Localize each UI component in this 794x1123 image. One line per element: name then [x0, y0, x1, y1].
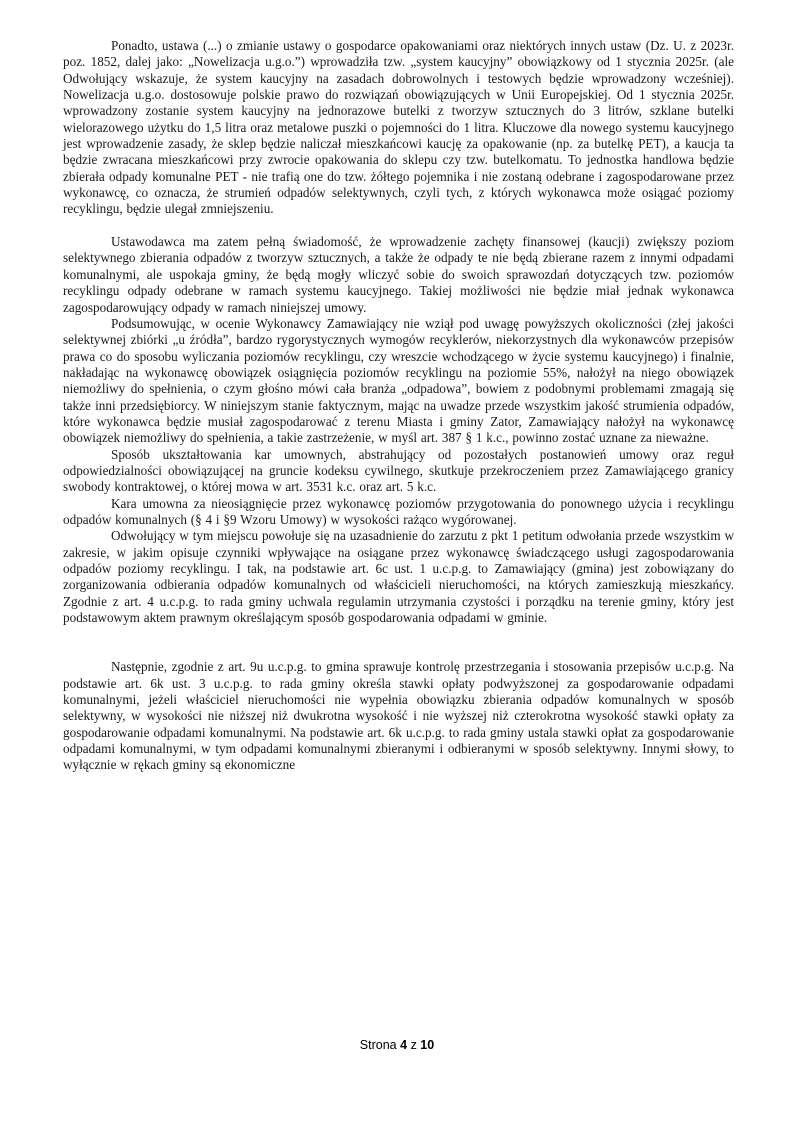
paragraph-6: Odwołujący w tym miejscu powołuje się na uzasadnienie do zarzutu z pkt 1 petitum odwołania przede wszystkim w zakresie, w jakim opisuje czynniki wpływające na osiągane przez wykonawcę świadczącego usługi zagospodarowania odpadów poziomy recyklingu. I tak, na podstawie art. 6c ust. 1 u.c.p.g. to Zamawiający (gmina) jest zobowiązany do zorganizowania odbierania odpadów komunalnych od właścicieli nieruchomości, na których zamieszkują mieszkańcy. Zgodnie z art. 4 u.c.p.g. to rada gminy uchwala regulamin utrzymania czystości i porządku na terenie gminy, który jest podstawowym aktem prawnym określającym sposób gospodarowania odpadami w gminie. — [63, 528, 734, 626]
paragraph-5: Kara umowna za nieosiągnięcie przez wykonawcę poziomów przygotowania do ponownego użycia i recyklingu odpadów komunalnych (§ 4 i §9 Wzoru Umowy) w wysokości rażąco wygórowanej. — [63, 495, 734, 527]
paragraph-4: Sposób ukształtowania kar umownych, abstrahujący od pozostałych postanowień umowy oraz reguł odpowiedzialności obowiązującej na gruncie kodeksu cywilnego, skutkuje przekroczeniem przez Zamawiającego granicy swobody kontraktowej, o której mowa w art. 3531 k.c. oraz art. 5 k.c. — [63, 446, 734, 495]
paragraph-3: Podsumowując, w ocenie Wykonawcy Zamawiający nie wziął pod uwagę powyższych okoliczności (złej jakości selektywnej zbiórki „u źródła”, bardzo rygorystycznych wymogów recyklerów, niekorzystnych dla wykonawców przepisów prawa co do sposobu wyliczania poziomów recyklingu, czy wreszcie wchodzącego w życie systemu kaucyjnego) i finalnie, nakładając na wykonawcę obowiązek osiągnięcia poziomów recyklingu na poziomie 55%, nałożył na niego obowiązek niemożliwy do spełnienia, o czym głośno mówi cała branża „odpadowa”, bowiem z podobnymi problemami zmagają się także inni przedsiębiorcy. W niniejszym stanie faktycznym, mając na uwadze przede wszystkim jakość strumienia odpadów, które wykonawca będzie musiał zagospodarować z terenu Miasta i gminy Zator, Zamawiający nałożył na wykonawcę obowiązek niemożliwy do spełnienia, a takie zastrzeżenie, w myśl art. 387 § 1 k.c., powinno zostać uznane za nieważne. — [63, 315, 734, 446]
footer-page-number: 4 — [400, 1038, 408, 1052]
page-footer — [0, 1038, 794, 1052]
paragraph-1: Ponadto, ustawa (...) o zmianie ustawy o gospodarce opakowaniami oraz niektórych innych ustaw (Dz. U. z 2023r. poz. 1852, dalej jako: „Nowelizacja u.g.o.”) wprowadziła tzw. „system kaucyjny” obowiązkowy od 1 stycznia 2025r. (ale Odwołujący wskazuje, że system kaucyjny na zasadach dobrowolnych i testowych będzie wprowadzony wcześniej). Nowelizacja u.g.o. dostosowuje polskie prawo do rozwiązań obowiązujących w Unii Europejskiej. Od 1 stycznia 2025r. wprowadzony zostanie system kaucyjny na jednorazowe butelki z tworzyw sztucznych do 3 litrów, szklane butelki wielorazowego użytku do 1,5 litra oraz metalowe puszki o pojemności do 1 litra. Kluczowe dla nowego systemu kaucyjnego jest wprowadzenie zasady, że sklep będzie naliczał mieszkańcowi kaucję za opakowanie (np. za butelkę PET), a kaucja ta będzie zwracana mieszkańcowi przy zwrocie opakowania do sklepu czy tzw. butelkomatu. To jednostka handlowa będzie zbierała odpady komunalne PET - nie trafią one do tzw. żółtego pojemnika i nie zostaną odebrane i zagospodarowane przez wykonawcę, co oznacza, że strumień odpadów selektywnych, czyli tych, z których wykonawca może osiągać poziomy recyklingu, będzie ulegał zmniejszeniu. — [63, 38, 734, 217]
paragraph-7: Następnie, zgodnie z art. 9u u.c.p.g. to gmina sprawuje kontrolę przestrzegania i stosowania przepisów u.c.p.g. Na podstawie art. 6k ust. 3 u.c.p.g. to rada gminy określa stawki opłaty podwyższonej za gospodarowanie odpadami komunalnymi, jeżeli właściciel nieruchomości nie wypełnia obowiązku zbierania odpadów komunalnych w sposób selektywny, w wysokości nie niższej niż dwukrotna wysokość i nie wyższej niż czterokrotna wysokość stawki opłaty za gospodarowanie odpadami komunalnymi. Na podstawie art. 6k u.c.p.g. to rada gminy ustala stawki opłat za gospodarowanie odpadami komunalnymi, w tym odpadami komunalnymi zbieranymi i odbieranymi w sposób selektywny. Innymi słowy, to wyłącznie w rękach gminy są ekonomiczne — [63, 659, 734, 773]
paragraph-2: Ustawodawca ma zatem pełną świadomość, że wprowadzenie zachęty finansowej (kaucji) zwiększy poziom selektywnego zbierania odpadów z tworzyw sztucznych, a także że odpady te nie będą zbierane razem z innymi odpadami komunalnymi, ale uspokaja gminy, że będą mogły wliczyć sobie do swoich sprawozdań dotyczących tzw. poziomów recyklingu odpady odebrane w ramach systemu kaucyjnego. Takiej możliwości nie będzie miał jednak wykonawca zagospodarowujący odpady w ramach niniejszej umowy. — [63, 234, 734, 315]
footer-separator: z — [410, 1038, 417, 1052]
footer-total-pages: 10 — [420, 1038, 435, 1052]
body-text — [63, 38, 734, 774]
footer-page-label: Strona — [359, 1038, 397, 1052]
